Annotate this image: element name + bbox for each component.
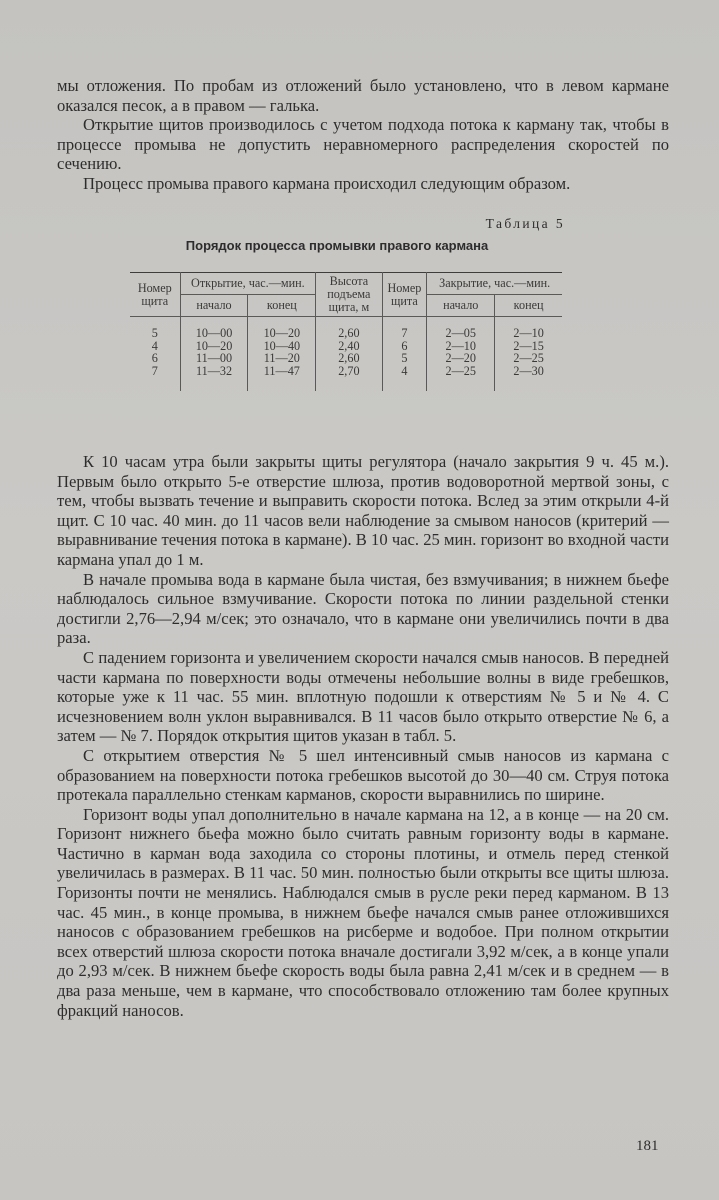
header-start: начало (180, 295, 248, 317)
cell: 2—20 (427, 352, 495, 365)
cell: 2,60 (316, 327, 382, 340)
cell: 11—47 (248, 365, 316, 378)
cell: 2—15 (495, 340, 562, 353)
paragraph: мы отложения. По пробам из отложений было установлено, что в левом кармане оказался песок, а в правом — галька. (57, 76, 669, 115)
cell: 6 (382, 340, 427, 353)
cell: 4 (382, 365, 427, 378)
table-caption: Таблица 5 (485, 216, 565, 231)
cell: 11—32 (180, 365, 248, 378)
cell: 10—00 (180, 327, 248, 340)
paragraph: Горизонт воды упал дополнительно в начале кармана на 12, а в конце — на 20 см. Горизонт нижнего бьефа можно было считать равным горизонту воды в кармане. Частично в карман вода заходила со стороны плотины, и отмель перед стенкой увеличилась в размерах. В 11 час. 50 мин. полностью были открыты все щиты шлюза. Горизонты почти не менялись. Наблюдался смыв в русле реки перед карманом. В 13 час. 45 мин., в конце промыва, в нижнем бьефе начался смыв ранее отложившихся наносов с образованием гребешков на рисберме и водобое. При полном открытии всех отверстий шлюза скорости потока вначале достигали 3,92 м/сек, а в конце упали до 2,93 м/сек. В нижнем бьефе скорость воды была равна 2,41 м/сек и в среднем — в два раза меньше, чем в кармане, что способствовало отложению там более крупных фракций наносов. (57, 804, 669, 1020)
cell: 11—00 (180, 352, 248, 365)
body-text (57, 452, 669, 1020)
cell: 4 (151, 338, 158, 353)
paragraph: С падением горизонта и увеличением скорости начался смыв наносов. В передней части кармана по поверхности воды отмечены небольшие волны в виде гребешков, которые уже к 11 час. 55 мин. вплотную подошли к отверстиям № 5 и № 4. С исчезновением волн уклон выравнивался. В 11 часов было открыто отверстие № 6, а затем — № 7. Порядок открытия щитов указан в табл. 5. (57, 647, 669, 746)
cell: 7 (382, 327, 427, 340)
cell: 2—25 (427, 365, 495, 378)
header-height: Высота подъема щита, м (316, 273, 382, 317)
header-opening: Открытие, час.—мин. (180, 273, 316, 295)
cell: 2,70 (316, 365, 382, 378)
cell: 2,40 (316, 340, 382, 353)
table-row (130, 352, 562, 365)
data-table (130, 272, 562, 391)
paragraph: Открытие щитов производилось с учетом подхода потока к карману так, чтобы в процессе промыва не допустить неравномерного распределения скоростей по сечению. (57, 115, 669, 174)
paragraph: Процесс промыва правого кармана происходил следующим образом. (83, 173, 571, 193)
header-end-2: конец (495, 295, 562, 317)
page-number: 181 (636, 1138, 659, 1154)
header-shield-no: Номер щита (130, 273, 180, 317)
table-row (130, 327, 562, 340)
cell: 5 (151, 326, 158, 340)
paragraph: С открытием отверстия № 5 шел интенсивный смыв наносов из кармана с образованием на поверхности потока гребешков высотой до 30—40 см. Струя потока протекала параллельно стенкам карманов, скорости выравнились по ширине. (57, 745, 669, 805)
cell: 2,60 (316, 352, 382, 365)
paragraph: В начале промыва вода в кармане была чистая, без взмучивания; в нижнем бьефе наблюдалось сильное взмучивание. Скорости потока по линии раздельной стенки достигли 2,76—2,94 м/сек; это означало, что в кармане они увеличились почти в два раза. (57, 569, 669, 648)
cell: 10—20 (180, 340, 248, 353)
cell: 7 (151, 363, 158, 378)
cell: 2—05 (427, 327, 495, 340)
header-shield-no-2: Номер щита (382, 273, 427, 317)
cell: 2—30 (495, 365, 562, 378)
cell: 2—10 (427, 340, 495, 353)
cell: 6 (151, 351, 158, 366)
table-row (130, 365, 562, 378)
intro-text (57, 76, 669, 194)
header-start-2: начало (427, 295, 495, 317)
cell: 10—20 (248, 327, 316, 340)
header-closing: Закрытие, час.—мин. (427, 273, 562, 295)
cell: 11—20 (248, 352, 316, 365)
header-end: конец (248, 295, 316, 317)
cell: 2—25 (495, 352, 562, 365)
table-title: Порядок процесса промывки правого кармана (185, 238, 489, 253)
cell: 5 (382, 352, 427, 365)
cell: 10—40 (248, 340, 316, 353)
paragraph: К 10 часам утра были закрыты щиты регулятора (начало закрытия 9 ч. 45 м.). Первым было открыто 5-е отверстие шлюза, против водоворотной мертвой зоны, с тем, чтобы вызвать течение и выправить скорости потока. Вслед за этим открыли 4-й щит. С 10 час. 40 мин. до 11 часов вели наблюдение за смывом наносов (критерий — выравнивание течения потока в кармане). В 10 час. 25 мин. горизонт во входной части кармана упал до 1 м. (57, 452, 669, 569)
cell: 2—10 (495, 327, 562, 340)
